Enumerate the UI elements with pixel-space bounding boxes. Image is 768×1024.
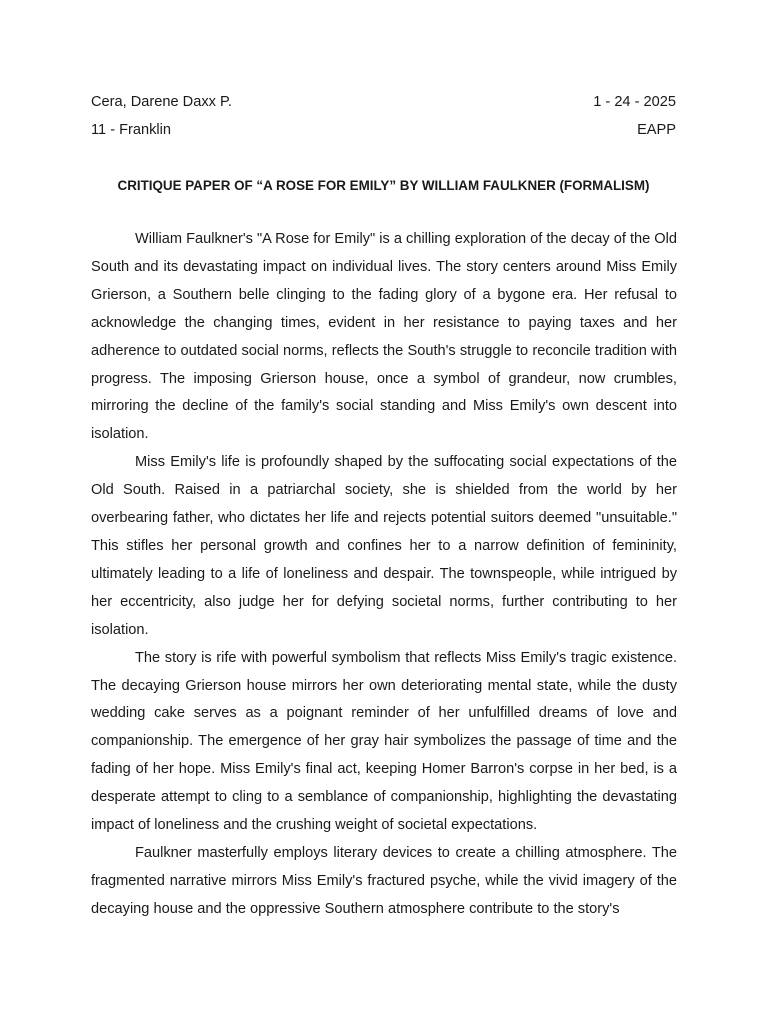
student-name: Cera, Darene Daxx P. [91, 94, 232, 110]
student-section: 11 - Franklin [91, 122, 172, 138]
paragraph-4: Faulkner masterfully employs literary devices to create a chilling atmosphere. The fragmented narrative mirrors Miss Emily's fractured psyche, while the vivid imagery of the decaying house and the oppressive Southern atmosphere contribute to the story's [91, 844, 677, 917]
header-row-bottom [91, 120, 676, 140]
paper-body [91, 226, 677, 924]
header-row-top [91, 92, 676, 112]
paragraph-3: The story is rife with powerful symbolism that reflects Miss Emily's tragic existence. The decaying Grierson house mirrors her own deteriorating mental state, while the dusty wedding cake serves as a poignant reminder of her unfulfilled dreams of love and companionship. The emergence of her gray hair symbolizes the passage of time and the fading of her hope. Miss Emily's final act, keeping Homer Barron's corpse in her bed, is a desperate attempt to cling to a semblance of companionship, highlighting the devastating impact of loneliness and the crushing weight of societal expectations. [91, 649, 677, 834]
document-date: 1 - 24 - 2025 [593, 94, 676, 110]
paper-title: CRITIQUE PAPER OF “A ROSE FOR EMILY” BY WILLIAM FAULKNER (FORMALISM) [117, 178, 650, 193]
subject-label: EAPP [637, 122, 676, 138]
paragraph-2: Miss Emily's life is profoundly shaped by the suffocating social expectations of the Old South. Raised in a patriarchal society, she is shielded from the world by her overbearing father, who dictates her life and rejects potential suitors deemed "unsuitable." This stifles her personal growth and confines her to a narrow definition of femininity, ultimately leading to a life of loneliness and despair. The townspeople, while intrigued by her eccentricity, also judge her for defying societal norms, further contributing to her isolation. [91, 454, 677, 638]
paragraph-1: William Faulkner's "A Rose for Emily" is a chilling exploration of the decay of the Old South and its devastating impact on individual lives. The story centers around Miss Emily Grierson, a Southern belle clinging to the fading glory of a bygone era. Her refusal to acknowledge the changing times, evident in her resistance to paying taxes and her adherence to outdated social norms, reflects the South's struggle to reconcile tradition with progress. The imposing Grierson house, once a symbol of grandeur, now crumbles, mirroring the decline of the family's social standing and Miss Emily's own descent into isolation. [91, 231, 677, 443]
